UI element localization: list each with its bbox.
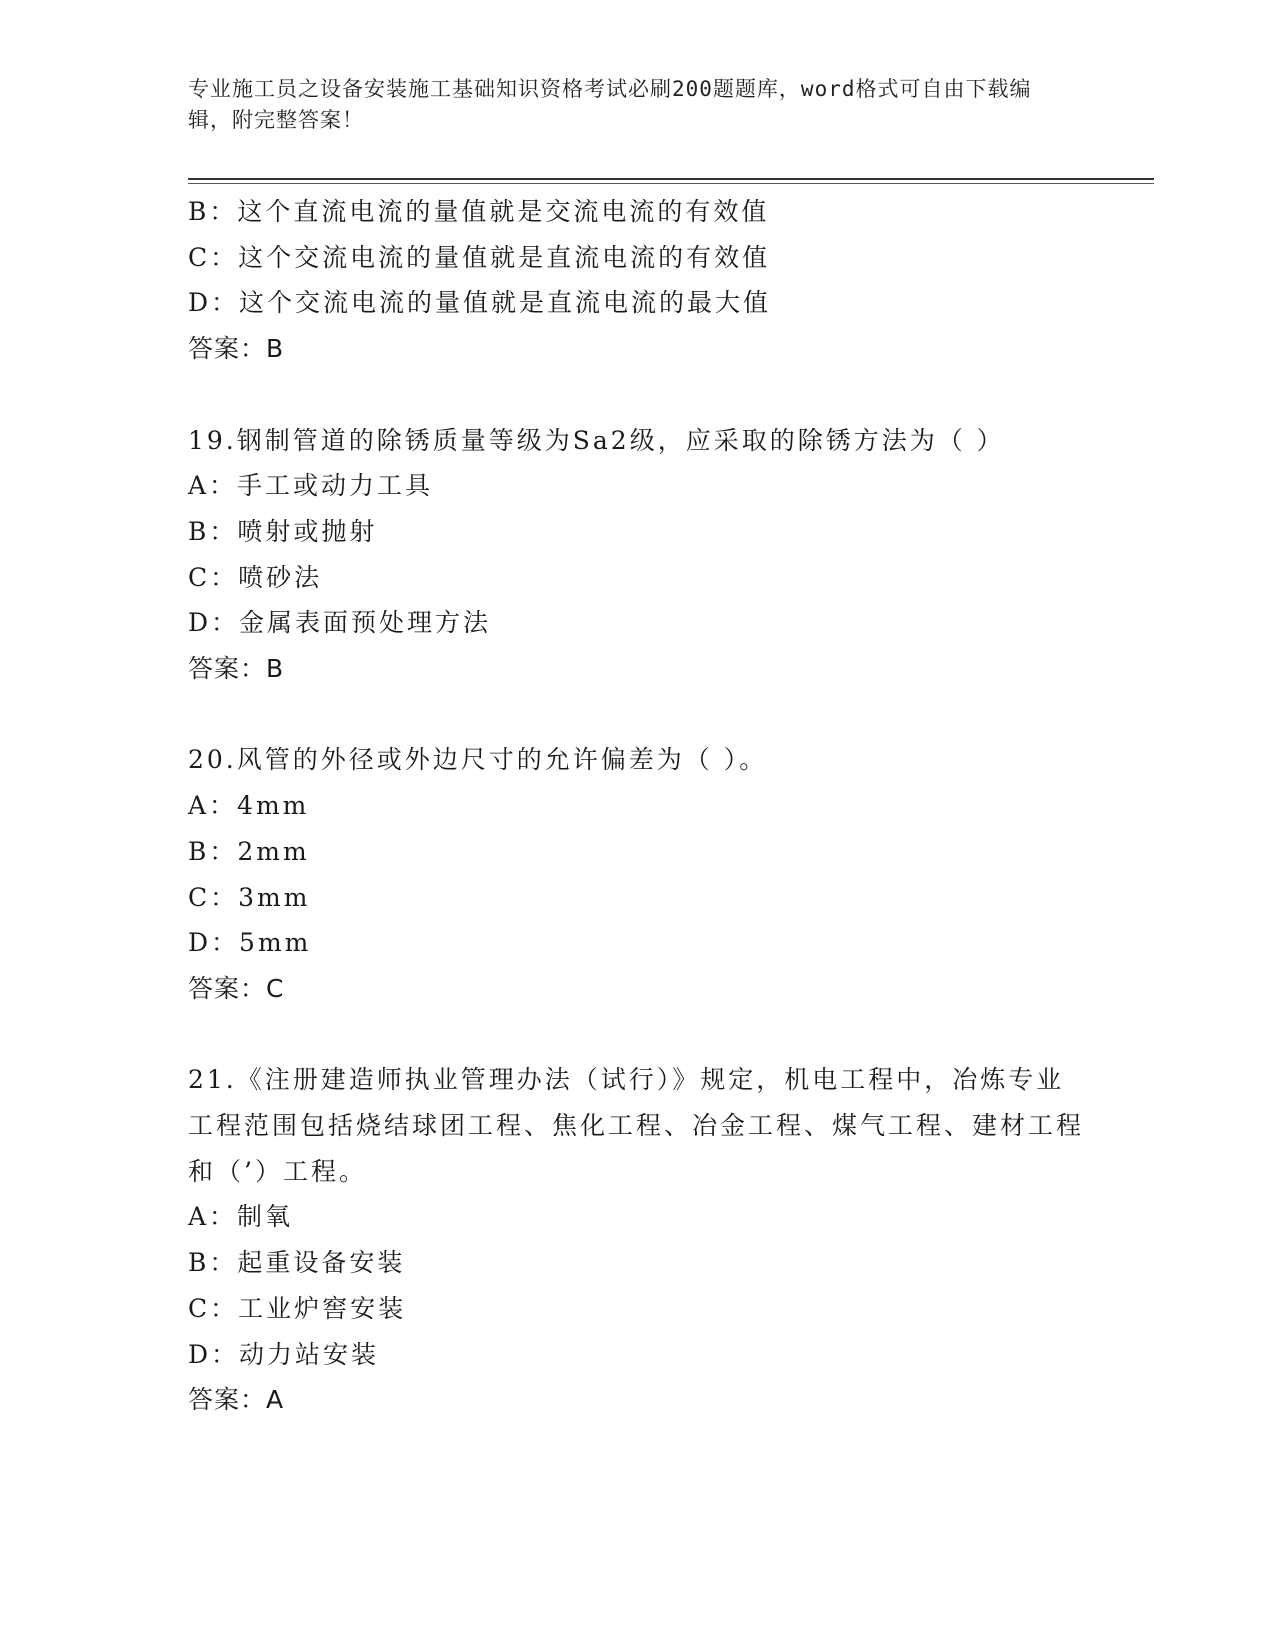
option-d: D：这个交流电流的量值就是直流电流的最大值	[188, 288, 772, 318]
option-c: C：工业炉窖安装	[188, 1293, 407, 1323]
header-divider-thick	[188, 178, 1154, 180]
option-b: B：喷射或抛射	[188, 516, 378, 546]
answer: 答案：B	[188, 334, 285, 364]
option-b: B：这个直流电流的量值就是交流电流的有效值	[188, 197, 770, 226]
option-d: D：5mm	[188, 928, 312, 958]
option-c: C：喷砂法	[188, 562, 323, 592]
option-c: C：3mm	[188, 882, 311, 912]
option-c: C：这个交流电流的量值就是直流电流的有效值	[188, 242, 771, 272]
option-d: D：金属表面预处理方法	[188, 608, 492, 638]
question-text: 21.《注册建造师执业管理办法（试行）》规定，机电工程中，冶炼专业工程范围包括烧结球团工程、焦化工程、冶金工程、煤气工程、建材工程和（’）工程。	[188, 1065, 1085, 1186]
question-21	[188, 1057, 1088, 1423]
question-18-continued	[188, 189, 1088, 372]
answer: 答案：A	[188, 1385, 285, 1415]
question-19	[188, 418, 1088, 692]
answer: 答案：C	[188, 973, 285, 1003]
option-b: B：2mm	[188, 836, 310, 866]
question-text: 19.钢制管道的除锈质量等级为Sa2级，应采取的除锈方法为（ ）	[188, 425, 1005, 455]
header-divider-thin	[188, 183, 1154, 184]
option-a: A：手工或动力工具	[188, 471, 434, 501]
answer: 答案：B	[188, 654, 285, 684]
document-header: 专业施工员之设备安装施工基础知识资格考试必刷200题题库，word格式可自由下载编辑，附完整答案！	[188, 77, 1032, 132]
option-b: B：起重设备安装	[188, 1248, 406, 1278]
question-text: 20.风管的外径或外边尺寸的允许偏差为（ ）。	[188, 745, 768, 775]
question-20	[188, 737, 1088, 1011]
option-a: A：4mm	[188, 791, 310, 821]
option-a: A：制氧	[188, 1202, 294, 1232]
option-d: D：动力站安装	[188, 1339, 380, 1369]
document-content	[188, 189, 1088, 1423]
